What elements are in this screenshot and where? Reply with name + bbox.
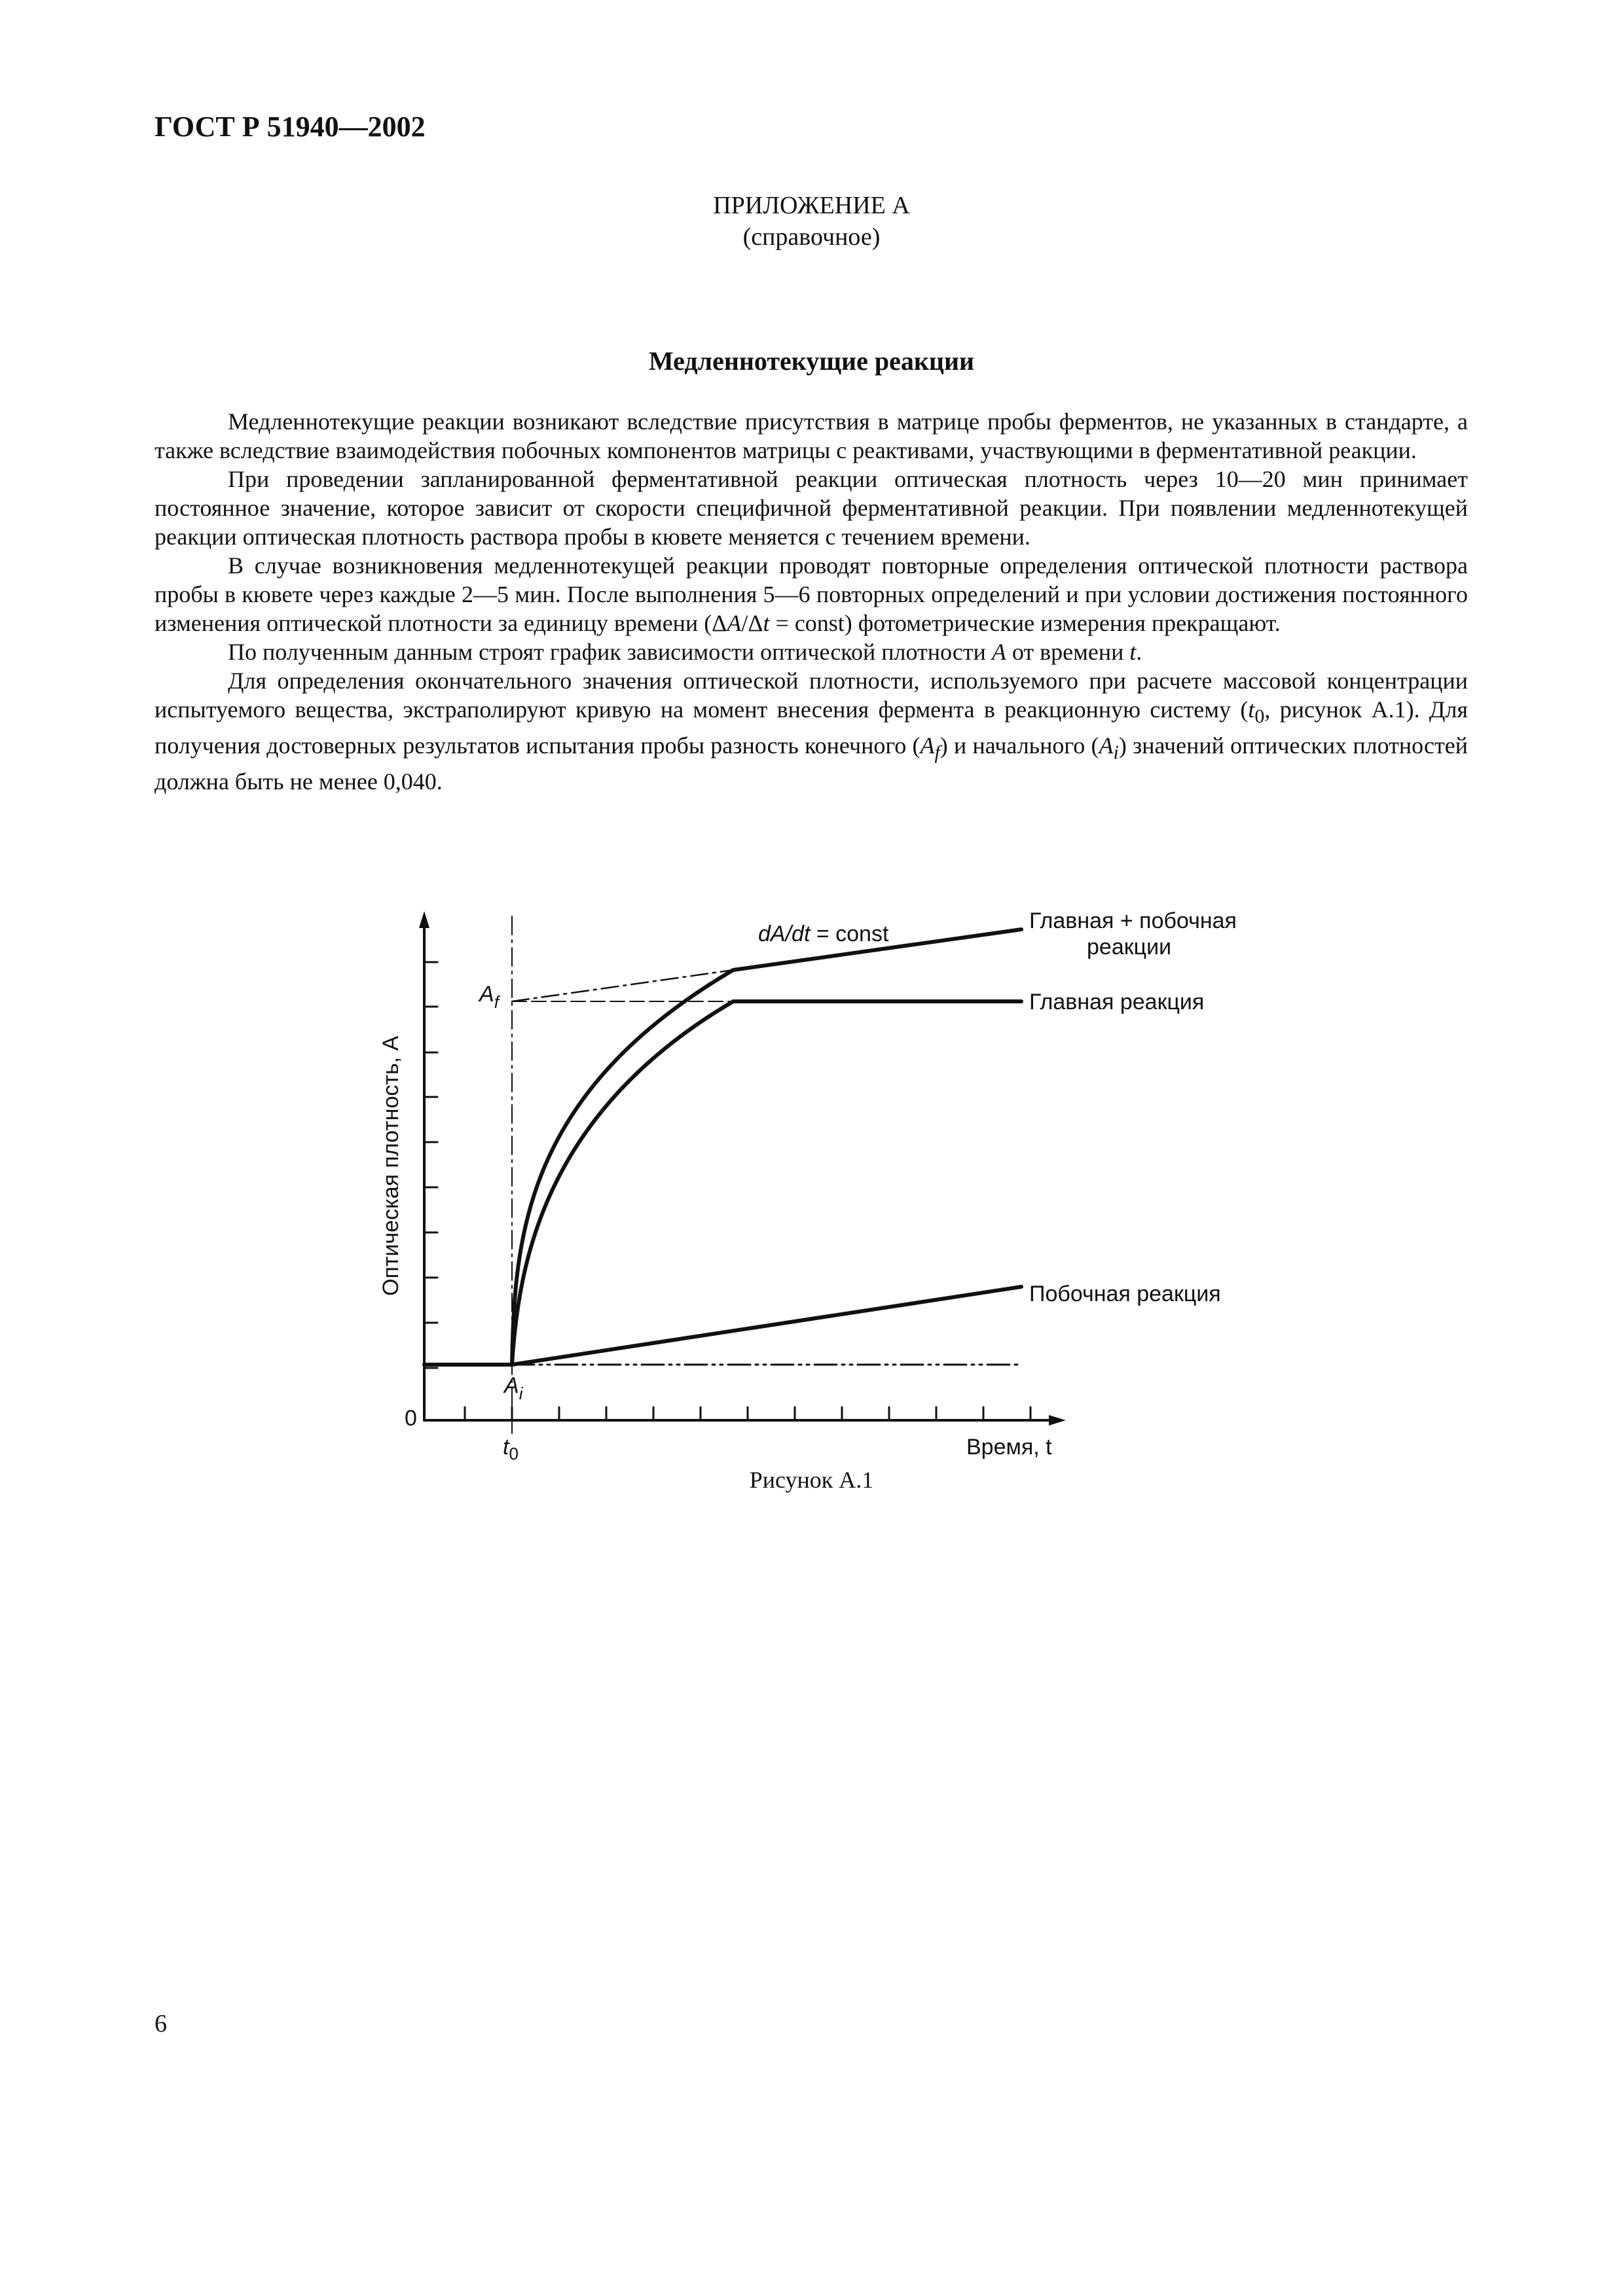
slope-label-rest: = const	[810, 922, 889, 946]
af-label-base: A	[479, 982, 494, 1007]
appendix-heading	[0, 190, 1623, 253]
figure-a1	[367, 897, 1270, 1473]
t0-label-sub: 0	[509, 1444, 519, 1463]
curve-label-main: Главная реакция	[1029, 990, 1205, 1014]
appendix-subtitle: (справочное)	[742, 223, 881, 251]
p4-text-end: .	[1136, 639, 1142, 665]
p4-var-a: A	[991, 639, 1006, 665]
paragraph-5	[155, 666, 1468, 796]
p5-text-4: ) значений оптических плотностей должна быть не менее 0,040.	[155, 732, 1468, 795]
y-axis-ticks	[424, 962, 437, 1368]
curve-label-main-plus-side-2: реакции	[1087, 935, 1172, 960]
p3-text-end: = const) фотометрические измерения прекращают.	[769, 610, 1281, 636]
curve-label-side: Побочная реакция	[1029, 1282, 1221, 1306]
p3-var-a: A	[727, 610, 742, 636]
x-axis-arrow	[1049, 1415, 1066, 1426]
t0-label	[503, 1435, 519, 1463]
slope-label-var: dA/dt	[758, 922, 811, 946]
x-axis-ticks	[465, 1407, 1030, 1420]
p3-text-mid: /Δ	[741, 610, 763, 636]
figure-caption: Рисунок А.1	[749, 1467, 874, 1493]
af-label-sub: f	[494, 992, 499, 1012]
extrapolation-line	[512, 970, 733, 1001]
p5-var-af: A	[920, 732, 935, 759]
paragraph-2: При проведении запланированной ферментативной реакции оптическая плотность через 10—20 мин принимает постоянное значение, которое зависит от скорости специфичной ферментативной реакции. При появлении медленнотекущей реакции оптическая плотность раствора пробы в кювете меняется с течением времени.	[155, 466, 1468, 550]
section-title: Медленнотекущие реакции	[648, 346, 975, 376]
main-curve	[512, 1001, 1021, 1365]
af-label	[478, 982, 501, 1012]
p4-text-mid: от времени	[1006, 639, 1130, 665]
p5-sub-f: f	[934, 742, 940, 764]
curve-label-main-plus-side-1: Главная + побочная	[1029, 908, 1237, 933]
p5-sub-i: i	[1113, 742, 1119, 764]
p5-var-ai: A	[1099, 732, 1114, 759]
p5-sub-0: 0	[1254, 706, 1265, 728]
p3-var-t: t	[763, 610, 770, 636]
slope-label	[758, 922, 889, 946]
p5-text-3: ) и начального (	[939, 732, 1099, 759]
ai-label	[503, 1373, 524, 1403]
p5-text-2: , рисунок А.1). Для получения достоверных результатов испытания пробы разность конечного (	[155, 696, 1468, 759]
paragraph-1: Медленнотекущие реакции возникают вследствие присутствия в матрице пробы ферментов, не указанных в стандарте, а также вследствие взаимодействия побочных компонентов матрицы с реактивами, участвующими в ферментативной реакции.	[155, 408, 1468, 463]
paragraph-4	[155, 637, 1468, 666]
origin-label: 0	[405, 1406, 417, 1431]
t0-label-base: t	[503, 1435, 509, 1460]
y-axis-label: Оптическая плотность, A	[378, 1035, 403, 1296]
p5-var-t: t	[1248, 696, 1255, 723]
side-curve	[512, 1287, 1021, 1365]
p5-text-1: Для определения окончательного значения оптической плотности, используемого при расчете массовой концентрации испытуемого вещества, экстраполируют кривую на момент внесения фермента в реакционную систему (	[155, 668, 1468, 723]
ai-label-base: A	[504, 1373, 519, 1398]
p3-text-start: В случае возникновения медленнотекущей реакции проводят повторные определения оптической плотности раствора пробы в кювете через каждые 2—5 мин. После выполнения 5—6 повторных определений и при условии достижения постоянного изменения оптической плотности за единицу времени (Δ	[155, 552, 1468, 636]
ai-label-sub: i	[519, 1384, 523, 1403]
page-number: 6	[155, 2010, 167, 2037]
appendix-title: ПРИЛОЖЕНИЕ А	[713, 192, 910, 219]
x-axis-label: Время, t	[966, 1435, 1052, 1460]
p4-var-t: t	[1129, 639, 1137, 665]
p4-text-start: По полученным данным строят график зависимости оптической плотности	[228, 639, 992, 665]
standard-header: ГОСТ Р 51940—2002	[155, 111, 426, 143]
paragraph-3	[155, 551, 1468, 637]
y-axis-arrow	[419, 911, 429, 928]
body-text	[155, 407, 1468, 796]
